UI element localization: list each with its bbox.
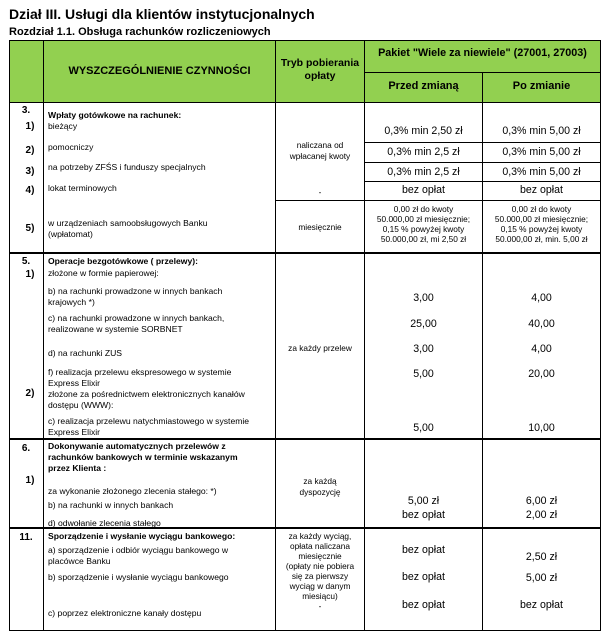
page-subtitle: Rozdział 1.1. Obsługa rachunków rozliczeniowych	[9, 26, 271, 38]
section-5-line-9: złożone za pośrednictwem elektronicznych kanałów	[48, 389, 245, 399]
section-6-line-3: d) odwołanie zlecenia stałego	[48, 518, 161, 528]
section-11-line-2: placówce Banku	[48, 556, 111, 566]
section-5-line-6: d) na rachunki ZUS	[48, 348, 123, 358]
section-11-before-2: bez opłat	[402, 571, 445, 583]
section-3-after-4: bez opłat	[520, 184, 563, 196]
section-6-after-1: 6,00 zł	[525, 495, 558, 507]
section-5-line-7: f) realizacja przelewu ekspresowego w systemie	[48, 367, 232, 377]
section-11-line-1: a) sporządzenie i odbiór wyciągu bankowego w	[48, 545, 229, 555]
section-3-item-1: bieżący	[48, 121, 78, 131]
section-3-before-3: 0,3% min 2,5 zł	[387, 166, 460, 178]
section-6-title-1: Dokonywanie automatycznych przelewów z	[48, 441, 226, 451]
section-3-sub-4: 4)	[25, 185, 35, 196]
section-3-before-5-line2: 50.000,00 zł miesięcznie;	[376, 214, 471, 224]
column-header-mode	[276, 57, 364, 83]
section-3-item-3: na potrzeby ZFŚS i funduszy specjalnych	[48, 162, 206, 172]
section-5-before-b: 3,00	[413, 292, 434, 304]
section-5-before-f: 5,00	[413, 368, 434, 380]
section-3-mode-line1: naliczana od	[296, 140, 344, 150]
section-11-after-1: 2,50 zł	[525, 551, 558, 563]
section-11-mode-4: (opłaty nie pobiera	[285, 561, 355, 571]
section-5-sub-2: 2)	[25, 388, 35, 399]
section-5-before-d: 3,00	[413, 343, 434, 355]
section-6-sub-1: 1)	[25, 475, 35, 486]
section-3-sub-5: 5)	[25, 223, 35, 234]
section-3-sub-1: 1)	[25, 121, 35, 132]
column-header-package: Pakiet "Wiele za niewiele" (27001, 27003)	[378, 47, 587, 59]
section-11-mode-5: się za pierwszy	[291, 571, 349, 581]
section-5-line-4: c) na rachunki prowadzone w innych bankach,	[48, 313, 225, 323]
section-5-sub-1: 1)	[25, 269, 35, 280]
section-5-before-c: 25,00	[410, 318, 437, 330]
section-5-after-c: 40,00	[528, 318, 555, 330]
section-3-mode-dash: -	[318, 187, 322, 197]
section-5-line-3: krajowych *)	[48, 297, 95, 307]
section-3-mode-line2: wpłacanej kwoty	[289, 151, 351, 161]
section-5-after-express: 10,00	[528, 422, 555, 434]
section-3-before-5-line4: 50.000,00 zł, mi 2,50 zł	[380, 234, 467, 244]
section-3-before-4: bez opłat	[402, 184, 445, 196]
section-5-after-b: 4,00	[531, 292, 552, 304]
section-5-line-8: Express Elixir	[48, 378, 101, 388]
section-5-line-5: realizowane w systemie SORBNET	[48, 324, 183, 334]
section-11-title: Sporządzenie i wysłanie wyciągu bankowego:	[48, 531, 236, 541]
section-11-line-3: b) sporządzenie i wysłanie wyciągu bankowego	[48, 572, 229, 582]
section-11-mode-6: wyciąg w danym	[289, 581, 351, 591]
section-3-title: Wpłaty gotówkowe na rachunek:	[48, 110, 182, 120]
column-header-mode-line1: Tryb pobierania	[280, 57, 360, 69]
section-5-after-d: 4,00	[531, 343, 552, 355]
section-6-line-1: za wykonanie złożonego zlecenia stałego: *)	[48, 486, 217, 496]
section-6-number: 6.	[21, 443, 31, 454]
section-3-item-4: lokat terminowych	[48, 183, 117, 193]
section-3-sub-2: 2)	[25, 145, 35, 156]
section-11-mode-7: miesiącu)	[302, 591, 338, 601]
section-11-after-3: bez opłat	[520, 599, 563, 611]
section-3-before-1: 0,3% min 2,50 zł	[384, 125, 463, 137]
section-5-line-1: złożone w formie papierowej:	[48, 268, 159, 278]
section-3-item-5b: (wpłatomat)	[48, 229, 93, 239]
section-6-before-2: bez opłat	[402, 509, 445, 521]
section-11-mode-1: za każdy wyciąg,	[288, 531, 352, 541]
section-3-after-5-line4: 50.000,00 zł, min. 5,00 zł	[495, 234, 588, 244]
section-5-before-express: 5,00	[413, 422, 434, 434]
section-6-before-1: 5,00 zł	[407, 495, 440, 507]
section-3-item-5a: w urządzeniach samoobsługowych Banku	[48, 218, 208, 228]
section-3-after-5-line3: 0,15 % powyżej kwoty	[500, 224, 583, 234]
section-5-line-12: Express Elixir	[48, 427, 101, 437]
section-11-mode-3: miesięcznie	[298, 551, 342, 561]
section-11-before-1: bez opłat	[402, 544, 445, 556]
page-title: Dział III. Usługi dla klientów instytucjonalnych	[9, 6, 315, 22]
section-3-after-5-line1: 0,00 zł do kwoty	[511, 204, 572, 214]
section-11-number: 11.	[19, 532, 33, 543]
column-header-before: Przed zmianą	[388, 80, 459, 92]
section-3-sub-3: 3)	[25, 166, 35, 177]
section-6-mode-line1: za każdą	[303, 476, 337, 486]
section-3-mode-5: miesięcznie	[298, 222, 342, 232]
section-3-before-2: 0,3% min 2,5 zł	[387, 146, 460, 158]
section-5-title: Operacje bezgotówkowe ( przelewy):	[48, 256, 198, 266]
section-11-after-2: 5,00 zł	[525, 572, 558, 584]
section-11-mode-2: opłata naliczana	[290, 541, 350, 551]
section-3-before-5-line1: 0,00 zł do kwoty	[393, 204, 454, 214]
section-3-number: 3.	[21, 105, 31, 116]
section-5-line-10: dostępu (WWW):	[48, 400, 114, 410]
section-6-title-2: rachunków bankowych w terminie wskazanym	[48, 452, 238, 462]
column-header-after: Po zmianie	[512, 80, 571, 92]
section-3-item-2: pomocniczy	[48, 142, 94, 152]
section-3-after-1: 0,3% min 5,00 zł	[502, 125, 581, 137]
section-6-after-2: 2,00 zł	[525, 509, 558, 521]
section-11-mode-8: -	[318, 601, 322, 611]
section-3-after-3: 0,3% min 5,00 zł	[502, 166, 581, 178]
section-5-line-11: c) realizacja przelewu natychmiastowego w systemie	[48, 416, 250, 426]
section-6-title-3: przez Klienta :	[48, 463, 107, 473]
section-3-before-5-line3: 0,15 % powyżej kwoty	[382, 224, 465, 234]
section-3-after-2: 0,3% min 5,00 zł	[502, 146, 581, 158]
section-5-line-2: b) na rachunki prowadzone w innych bankach	[48, 286, 223, 296]
column-header-mode-line2: opłaty	[304, 70, 336, 82]
column-header-description: WYSZCZEGÓLNIENIE CZYNNOŚCI	[68, 65, 251, 77]
section-5-mode: za każdy przelew	[288, 343, 352, 353]
section-6-line-2: b) na rachunki w innych bankach	[48, 500, 174, 510]
section-11-line-4: c) poprzez elektroniczne kanały dostępu	[48, 608, 202, 618]
section-11-before-3: bez opłat	[402, 599, 445, 611]
section-5-after-f: 20,00	[528, 368, 555, 380]
section-6-mode-line2: dyspozycję	[299, 487, 341, 497]
section-5-number: 5.	[21, 256, 31, 267]
section-3-after-5-line2: 50.000,00 zł miesięcznie;	[494, 214, 589, 224]
